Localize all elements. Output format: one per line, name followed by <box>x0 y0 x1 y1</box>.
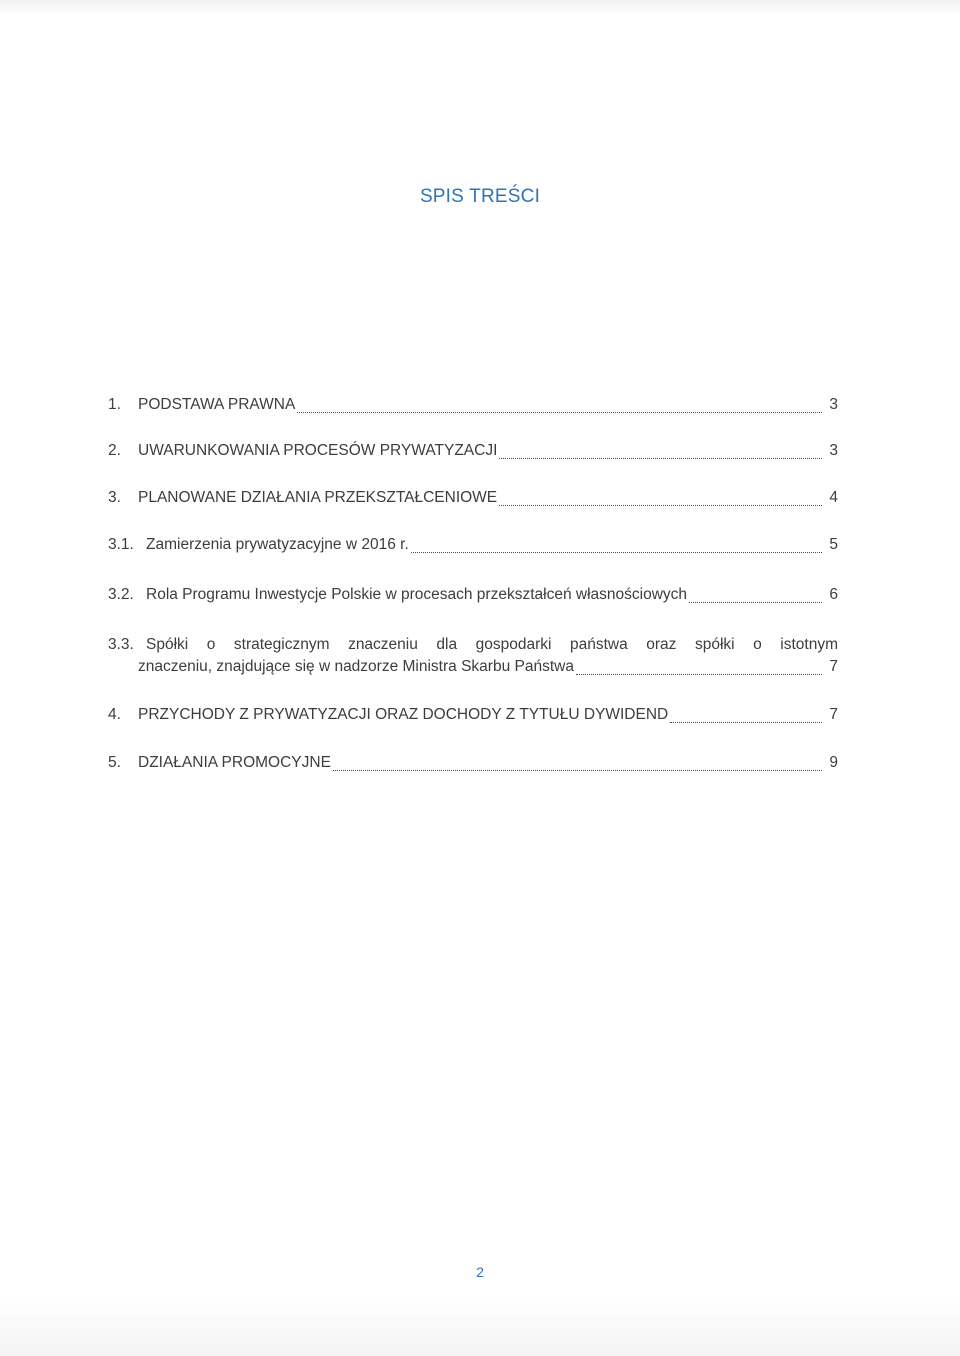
toc-entry-title: DZIAŁANIA PROMOCYJNE <box>138 754 331 771</box>
toc-entry-title: Rola Programu Inwestycje Polskie w procesach przekształceń własnościowych <box>146 586 688 603</box>
dot-leader <box>499 458 822 459</box>
toc-entry-3-1[interactable] <box>108 536 838 558</box>
scan-edge-bottom <box>0 1296 960 1356</box>
toc-entry-title-line1: Spółki o strategicznym znaczeniu dla gospodarki państwa oraz spółki o istotnym <box>146 636 838 653</box>
toc-entry-5[interactable] <box>108 754 838 776</box>
toc-entry-number: 3.1. <box>108 536 134 553</box>
toc-entry-title: PLANOWANE DZIAŁANIA PRZEKSZTAŁCENIOWE <box>138 489 498 506</box>
toc-entry-number: 4. <box>108 706 121 723</box>
toc-entry-title: Zamierzenia prywatyzacyjne w 2016 r. <box>146 536 409 553</box>
toc-entry-3-2[interactable] <box>108 586 838 608</box>
toc-entry-3-3[interactable] <box>108 636 838 680</box>
scan-edge-top <box>0 0 960 14</box>
toc-entry-number: 3.3. <box>108 636 134 653</box>
toc-entry-page: 9 <box>829 754 838 771</box>
toc-entry-title: PODSTAWA PRAWNA <box>138 396 296 413</box>
dot-leader <box>333 770 822 771</box>
toc-entry-2[interactable] <box>108 442 838 464</box>
dot-leader <box>499 505 822 506</box>
page-number: 2 <box>476 1264 484 1280</box>
toc-entry-page: 4 <box>829 489 838 506</box>
toc-entry-page: 3 <box>829 442 838 459</box>
toc-entry-number: 2. <box>108 442 121 459</box>
dot-leader <box>576 674 822 675</box>
toc-entry-3[interactable] <box>108 489 838 511</box>
toc-entry-page: 7 <box>829 658 838 675</box>
toc-entry-title: PRZYCHODY Z PRYWATYZACJI ORAZ DOCHODY Z TYTUŁU DYWIDEND <box>138 706 669 723</box>
dot-leader <box>411 552 822 553</box>
toc-entry-page: 7 <box>829 706 838 723</box>
toc-entry-number: 3.2. <box>108 586 134 603</box>
toc-entry-page: 3 <box>829 396 838 413</box>
toc-entry-1[interactable] <box>108 396 838 418</box>
toc-entry-title-line2: znaczeniu, znajdujące się w nadzorze Ministra Skarbu Państwa <box>138 658 574 675</box>
toc-entry-title: UWARUNKOWANIA PROCESÓW PRYWATYZACJI <box>138 442 498 459</box>
toc-entry-page: 5 <box>829 536 838 553</box>
toc-entry-number: 1. <box>108 396 121 413</box>
toc-entry-number: 3. <box>108 489 121 506</box>
dot-leader <box>297 412 822 413</box>
toc-entry-page: 6 <box>829 586 838 603</box>
toc-entry-4[interactable] <box>108 706 838 728</box>
dot-leader <box>670 722 822 723</box>
toc-entry-number: 5. <box>108 754 121 771</box>
toc-heading: SPIS TREŚCI <box>419 186 541 207</box>
dot-leader <box>689 602 822 603</box>
